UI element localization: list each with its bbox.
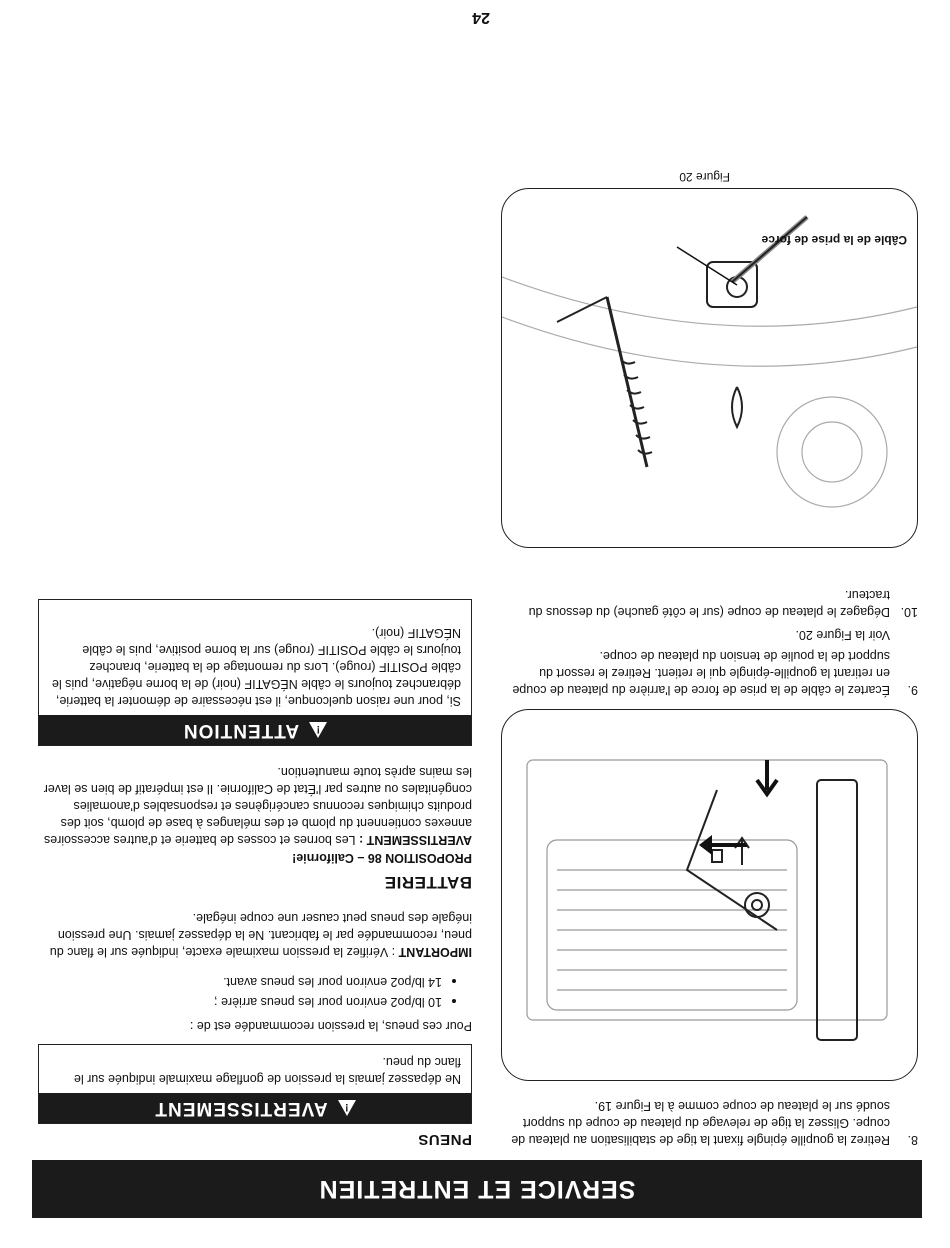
figure-20-illustration xyxy=(501,188,918,548)
prop65-warning-text xyxy=(40,763,472,848)
attention-text: Si, pour une raison quelconque, il est nécessaire de démonter la batterie, débranchez toujours le câble NÉGATIF (noir) de la borne négative, puis le câble POSITIF (rouge). Lors du remontage de la batterie, branchez toujours le câble POSITIF (rouge) sur la borne positive, puis le câble NÉGATIF (noir). xyxy=(51,626,461,708)
battery-heading: BATTERIE xyxy=(384,873,472,892)
step-10 xyxy=(508,586,918,620)
step-9 xyxy=(508,647,918,698)
important-label: IMPORTANT xyxy=(398,945,472,959)
step-text: Retirez la goupille épingle fixant la tige de stabilisation au plateau de coupe. Glissez la tige de relevage du plateau de coupe du support soudé sur le plateau de coupe comme à la Figure 19. xyxy=(511,1099,890,1147)
important-text: : Vérifiez la pression maximale exacte, indiquée sur le flanc du pneu, recommandée par le fabricant. Ne la dépassez jamais. Une pression inégale des pneus peut causer une coupe inégale. xyxy=(49,911,472,959)
step-text: Dégagez le plateau de coupe (sur le côté gauche) du dessous du tracteur. xyxy=(528,588,890,619)
tires-warning-box xyxy=(38,1044,472,1124)
attention-title: ATTENTION xyxy=(182,720,300,741)
step-8 xyxy=(508,1097,918,1148)
battery-attention-box xyxy=(38,599,472,746)
step-9-see-figure xyxy=(508,626,918,643)
figure-19-illustration xyxy=(501,709,918,1081)
step-number: 9. xyxy=(907,683,918,697)
tires-pressure-list xyxy=(32,972,460,1012)
tires-heading: PNEUS xyxy=(417,1131,472,1148)
warning-header xyxy=(39,1093,471,1123)
step-text: Écartez le câble de la prise de force de l'arrière du plateau de coupe en retirant la goupille-épingle qui le retient. Retirez le ressort du support de la poulie de tension du plateau de coupe. xyxy=(512,649,890,697)
warning-text: Ne dépassez jamais la pression de gonflage maximale indiquée sur le flanc du pneu. xyxy=(73,1055,461,1086)
warning-title: AVERTISSEMENT xyxy=(154,1098,328,1119)
prop65-label: AVERTISSEMENT : xyxy=(359,833,472,847)
tires-important-note xyxy=(40,909,472,960)
figure-20-callout: Câble de la prise de force xyxy=(761,233,907,247)
step-text: Voir la Figure 20. xyxy=(795,628,890,642)
figure-20-caption: Figure 20 xyxy=(679,170,730,184)
step-number: 8. xyxy=(907,1133,918,1147)
list-item: • 14 lb/po2 environ pour les pneus avant. xyxy=(32,972,442,992)
section-title-band: SERVICE ET ENTRETIEN xyxy=(32,1160,922,1218)
step-number: 10. xyxy=(900,605,918,619)
prop65-heading: PROPOSITION 86 – Californie! xyxy=(292,851,472,865)
warning-icon: ! xyxy=(338,1100,356,1116)
tires-intro: Pour ces pneus, la pression recommandée est de : xyxy=(189,1019,472,1033)
prop65-body: Les bornes et cosses de batterie et d'autres accessoires annexes contiennent du plomb et des mélanges à base de plomb, soit des produits chimiques reconnus cancérigènes et responsables d'anomalies congénitales ou autres par l'État de Californie. Il est impératif de bien se laver les mains après toute manutention. xyxy=(43,765,472,847)
page-number: 24 xyxy=(472,9,490,26)
list-item: • 10 lb/po2 environ pour les pneus arrière ; xyxy=(32,992,442,1012)
attention-header xyxy=(39,715,471,745)
warning-icon: ! xyxy=(309,722,327,738)
